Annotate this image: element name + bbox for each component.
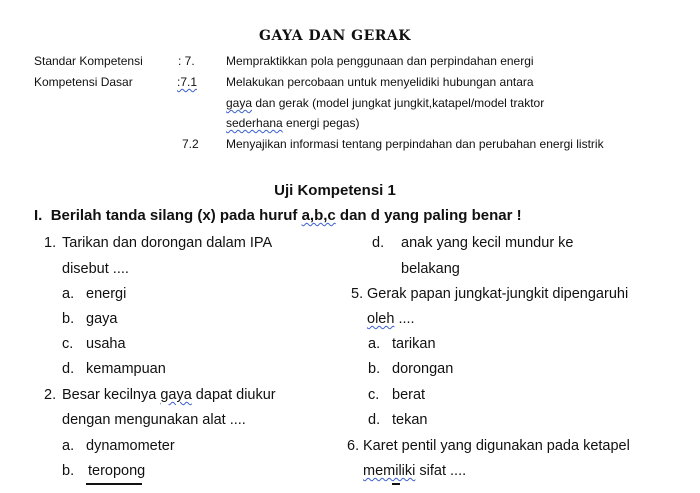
kd2-code: 7.2 <box>182 137 199 151</box>
instruction-text-a: Berilah tanda silang (x) pada huruf <box>50 207 302 224</box>
instruction-roman: I. <box>34 207 43 224</box>
kd-text-line3-rest: energi pegas) <box>282 116 360 130</box>
cutoff-text-left <box>86 483 142 485</box>
q6-line1: Karet pentil yang digunakan pada ketapel <box>363 438 630 454</box>
q2-number: 2. <box>44 387 57 403</box>
q1-option-a-letter: a. <box>62 286 75 302</box>
instruction-text-c: dan d yang paling benar ! <box>335 207 522 224</box>
q5-oleh-word: oleh <box>367 311 395 327</box>
q5-option-a-letter: a. <box>368 336 381 352</box>
sk-code: : 7. <box>178 54 195 68</box>
q5-number: 5. <box>351 286 364 302</box>
q5-option-a: tarikan <box>392 336 436 352</box>
kd2-text: Menyajikan informasi tentang perpindahan dan perubahan energi listrik <box>226 137 604 151</box>
q2-gaya-word: gaya <box>160 387 192 403</box>
instruction-letters: a,b,c <box>301 207 336 224</box>
q2-line2: dengan mengunakan alat .... <box>62 412 246 428</box>
q1-number: 1. <box>44 235 57 251</box>
q2-line1 <box>62 387 276 403</box>
q6-number: 6. <box>347 438 360 454</box>
q6-line2 <box>363 463 466 479</box>
q5-line2 <box>367 311 415 327</box>
q5-option-d-letter: d. <box>368 412 381 428</box>
q1-line1: Tarikan dan dorongan dalam IPA <box>62 235 273 251</box>
kd-label: Kompetensi Dasar <box>34 75 133 89</box>
q5-option-b-letter: b. <box>368 361 381 377</box>
q2-line1-c: dapat diukur <box>191 387 276 403</box>
q2-option-a: dynamometer <box>86 438 175 454</box>
q5-option-d: tekan <box>392 412 428 428</box>
q5-option-b: dorongan <box>392 361 454 377</box>
q6-memiliki-word: memiliki <box>363 463 416 479</box>
kd-code: :7.1 <box>177 75 198 89</box>
q1-option-d: kemampuan <box>86 361 166 377</box>
q2-option-b-letter: b. <box>62 463 75 479</box>
q1-option-a: energi <box>86 286 127 302</box>
q6-line2-rest: sifat .... <box>415 463 467 479</box>
sk-text: Mempraktikkan pola penggunaan dan perpindahan energi <box>226 54 534 68</box>
kd-text-line1: Melakukan percobaan untuk menyelidiki hubungan antara <box>226 75 534 89</box>
q4-option-d-letter: d. <box>372 235 385 251</box>
q4-option-d-line2: belakang <box>401 261 460 277</box>
q1-option-c-letter: c. <box>62 336 74 352</box>
q2-line1-a: Besar kecilnya <box>62 387 161 403</box>
sederhana-word: sederhana <box>226 116 283 130</box>
cutoff-next-lines <box>0 483 700 493</box>
cutoff-text-right <box>392 483 400 485</box>
q1-option-d-letter: d. <box>62 361 75 377</box>
gaya-word: gaya <box>226 96 253 110</box>
q1-option-b: gaya <box>86 311 118 327</box>
q5-option-c: berat <box>392 387 426 403</box>
q5-line2-rest: .... <box>394 311 415 327</box>
instruction <box>34 207 522 224</box>
section-title: Uji Kompetensi 1 <box>274 182 396 199</box>
kd-text-line2-rest: dan gerak (model jungkat jungkit,katapel/model traktor <box>252 96 545 110</box>
q5-option-c-letter: c. <box>368 387 380 403</box>
sk-label: Standar Kompetensi <box>34 54 143 68</box>
q2-option-b: teropong <box>88 463 146 479</box>
q4-option-d-line1: anak yang kecil mundur ke <box>401 235 574 251</box>
kd-text-line3 <box>226 116 359 130</box>
q1-option-b-letter: b. <box>62 311 75 327</box>
q1-option-c: usaha <box>86 336 126 352</box>
q2-option-a-letter: a. <box>62 438 75 454</box>
kd-text-line2 <box>226 96 544 110</box>
q5-line1: Gerak papan jungkat-jungkit dipengaruhi <box>367 286 629 302</box>
q1-line2: disebut .... <box>62 261 129 277</box>
document-title: GAYA DAN GERAK <box>259 28 411 44</box>
